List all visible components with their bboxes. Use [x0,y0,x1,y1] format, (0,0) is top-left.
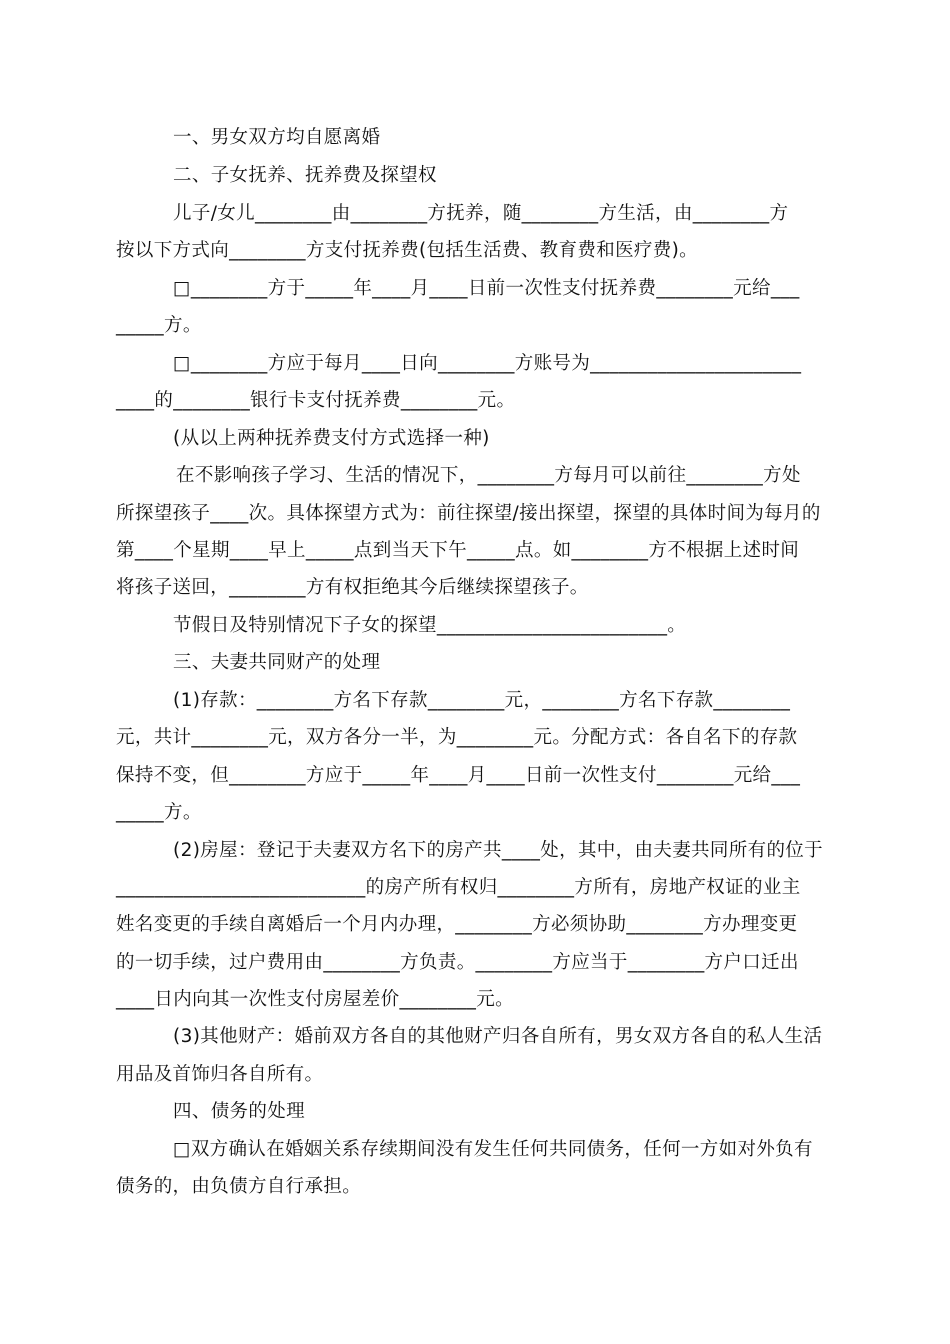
paragraph-line: ____的________银行卡支付抚养费________元。 [116,390,516,411]
paragraph-line: 将孩子送回，________方有权拒绝其今后继续探望孩子。 [116,577,589,598]
paragraph-line: 保持不变，但________方应于_____年____月____日前一次性支付________元给___ [116,765,801,786]
paragraph-line: (1)存款：________方名下存款________元，________方名下存款________ [173,690,791,711]
paragraph-line: _____方。 [116,315,202,336]
paragraph-line: _____方。 [116,802,202,823]
paragraph-line: (3)其他财产：婚前双方各自的其他财产归各自所有，男女双方各自的私人生活 [173,1026,823,1047]
paragraph-line: 所探望孩子____次。具体探望方式为：前往探望/接出探望，探望的具体时间为每月的 [116,503,821,524]
paragraph-line: 用品及首饰归各自所有。 [116,1064,324,1085]
paragraph-line: 在不影响孩子学习、生活的情况下，________方每月可以前往________方处 [176,465,801,486]
paragraph-line: 的一切手续，过户费用由________方负责。________方应当于________方户口迁出 [116,952,799,973]
paragraph-line: __________________________的房产所有权归________方所有，房地产权证的业主 [116,877,801,898]
heading-2: 二、子女抚养、抚养费及探望权 [173,165,437,186]
paragraph-line: 按以下方式向________方支付抚养费(包括生活费、教育费和医疗费)。 [116,240,699,261]
paragraph-line: 债务的，由负债方自行承担。 [116,1176,362,1197]
paragraph-line: 节假日及特别情况下子女的探望________________________。 [173,615,687,636]
paragraph-line: 儿子/女儿________由________方抚养，随________方生活，由________方 [173,203,789,224]
note-line: (从以上两种抚养费支付方式选择一种) [173,428,490,449]
heading-3: 三、夫妻共同财产的处理 [173,652,381,673]
paragraph-line: ____日内向其一次性支付房屋差价________元。 [116,989,514,1010]
checkbox-option-line: □________方于_____年____月____日前一次性支付抚养费________元给___ [173,278,800,299]
paragraph-line: (2)房屋：登记于夫妻双方名下的房产共____处，其中，由夫妻共同所有的位于 [173,840,824,861]
heading-4: 四、债务的处理 [173,1101,305,1122]
paragraph-line: 第____个星期____早上_____点到当天下午_____点。如________方不根据上述时间 [116,540,800,561]
heading-1: 一、男女双方均自愿离婚 [173,127,381,148]
paragraph-line: 元，共计________元，双方各分一半，为________元。分配方式：各自名下的存款 [116,727,798,748]
checkbox-option-line: □双方确认在婚姻关系存续期间没有发生任何共同债务，任何一方如对外负有 [173,1139,813,1160]
checkbox-option-line: □________方应于每月____日向________方账号为______________________ [173,353,802,374]
paragraph-line: 姓名变更的手续自离婚后一个月内办理，________方必须协助________方办理变更 [116,914,798,935]
